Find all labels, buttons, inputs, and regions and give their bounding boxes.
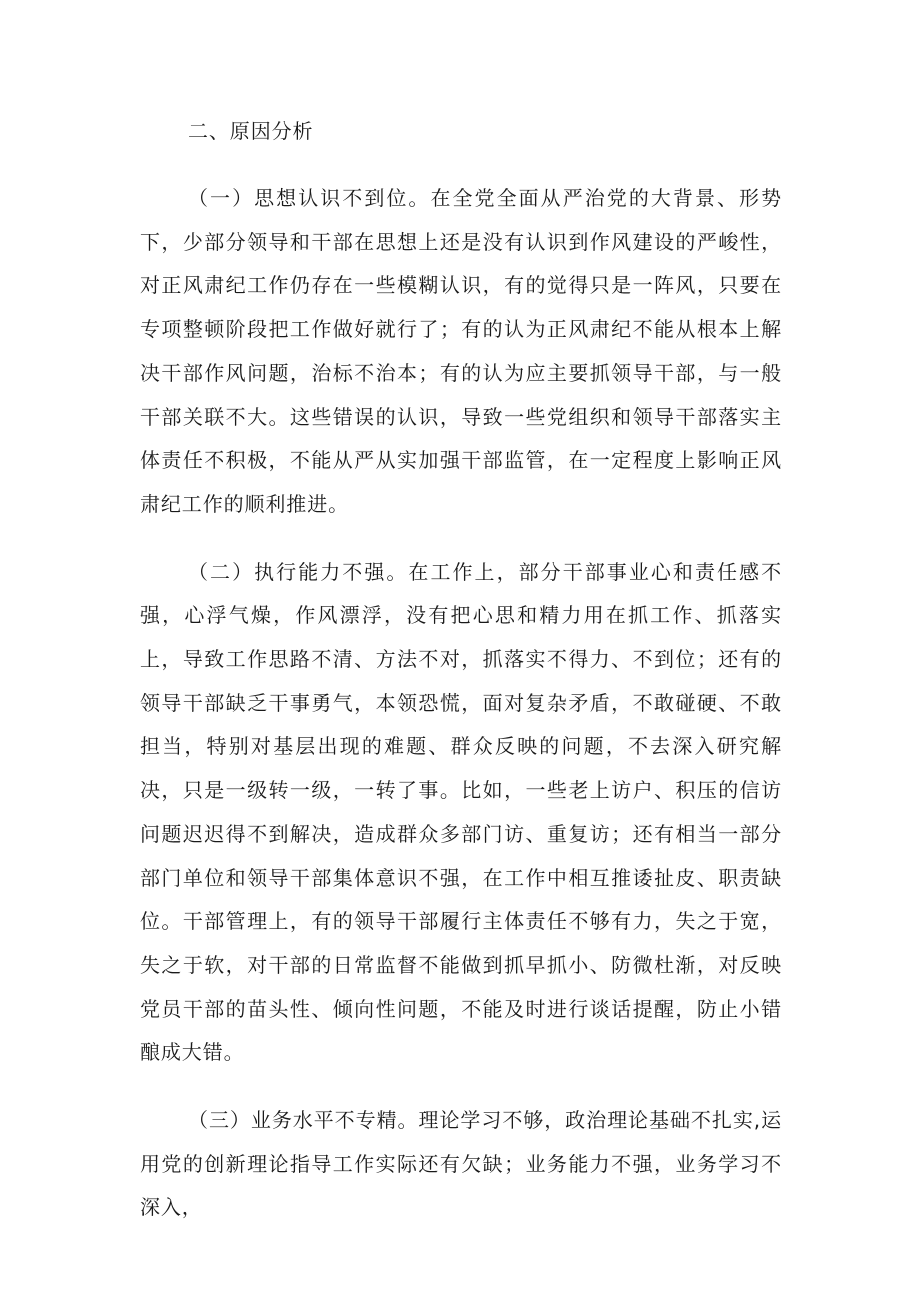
paragraph-professional-level: （三）业务水平不专精。理论学习不够，政治理论基础不扎实,运用党的创新理论指导工作实际还有欠缺；业务能力不强，业务学习不深入， — [140, 1108, 782, 1220]
document-body — [140, 110, 782, 1254]
section-heading: 二、原因分析 — [188, 119, 314, 143]
paragraph-execution-capability: （二）执行能力不强。在工作上，部分干部事业心和责任感不强，心浮气燥，作风漂浮，没有把心思和精力用在抓工作、抓落实上，导致工作思路不清、方法不对，抓落实不得力、不到位；还有的领导干部缺乏干事勇气，本领恐慌，面对复杂矛盾，不敢碰硬、不敢担当，特别对基层出现的难题、群众反映的问题，不去深入研究解决，只是一级转一级，一转了事。比如，一些老上访户、积压的信访问题迟迟得不到解决，造成群众多部门访、重复访；还有相当一部分部门单位和领导干部集体意识不强，在工作中相互推诿扯皮、职责缺位。干部管理上，有的领导干部履行主体责任不够有力，失之于宽，失之于软，对干部的日常监督不能做到抓早抓小、防微杜渐，对反映党员干部的苗头性、倾向性问题，不能及时进行谈话提醒，防止小错酿成大错。 — [140, 559, 782, 1065]
paragraph-ideological-awareness: （一）思想认识不到位。在全党全面从严治党的大背景、形势下，少部分领导和干部在思想上还是没有认识到作风建设的严峻性，对正风肃纪工作仍存在一些模糊认识，有的觉得只是一阵风，只要在专项整顿阶段把工作做好就行了；有的认为正风肃纪不能从根本上解决干部作风问题，治标不治本；有的认为应主要抓领导干部，与一般干部关联不大。这些错误的认识，导致一些党组织和领导干部落实主体责任不积极，不能从严从实加强干部监管，在一定程度上影响正风肃纪工作的顺利推进。 — [140, 186, 782, 516]
